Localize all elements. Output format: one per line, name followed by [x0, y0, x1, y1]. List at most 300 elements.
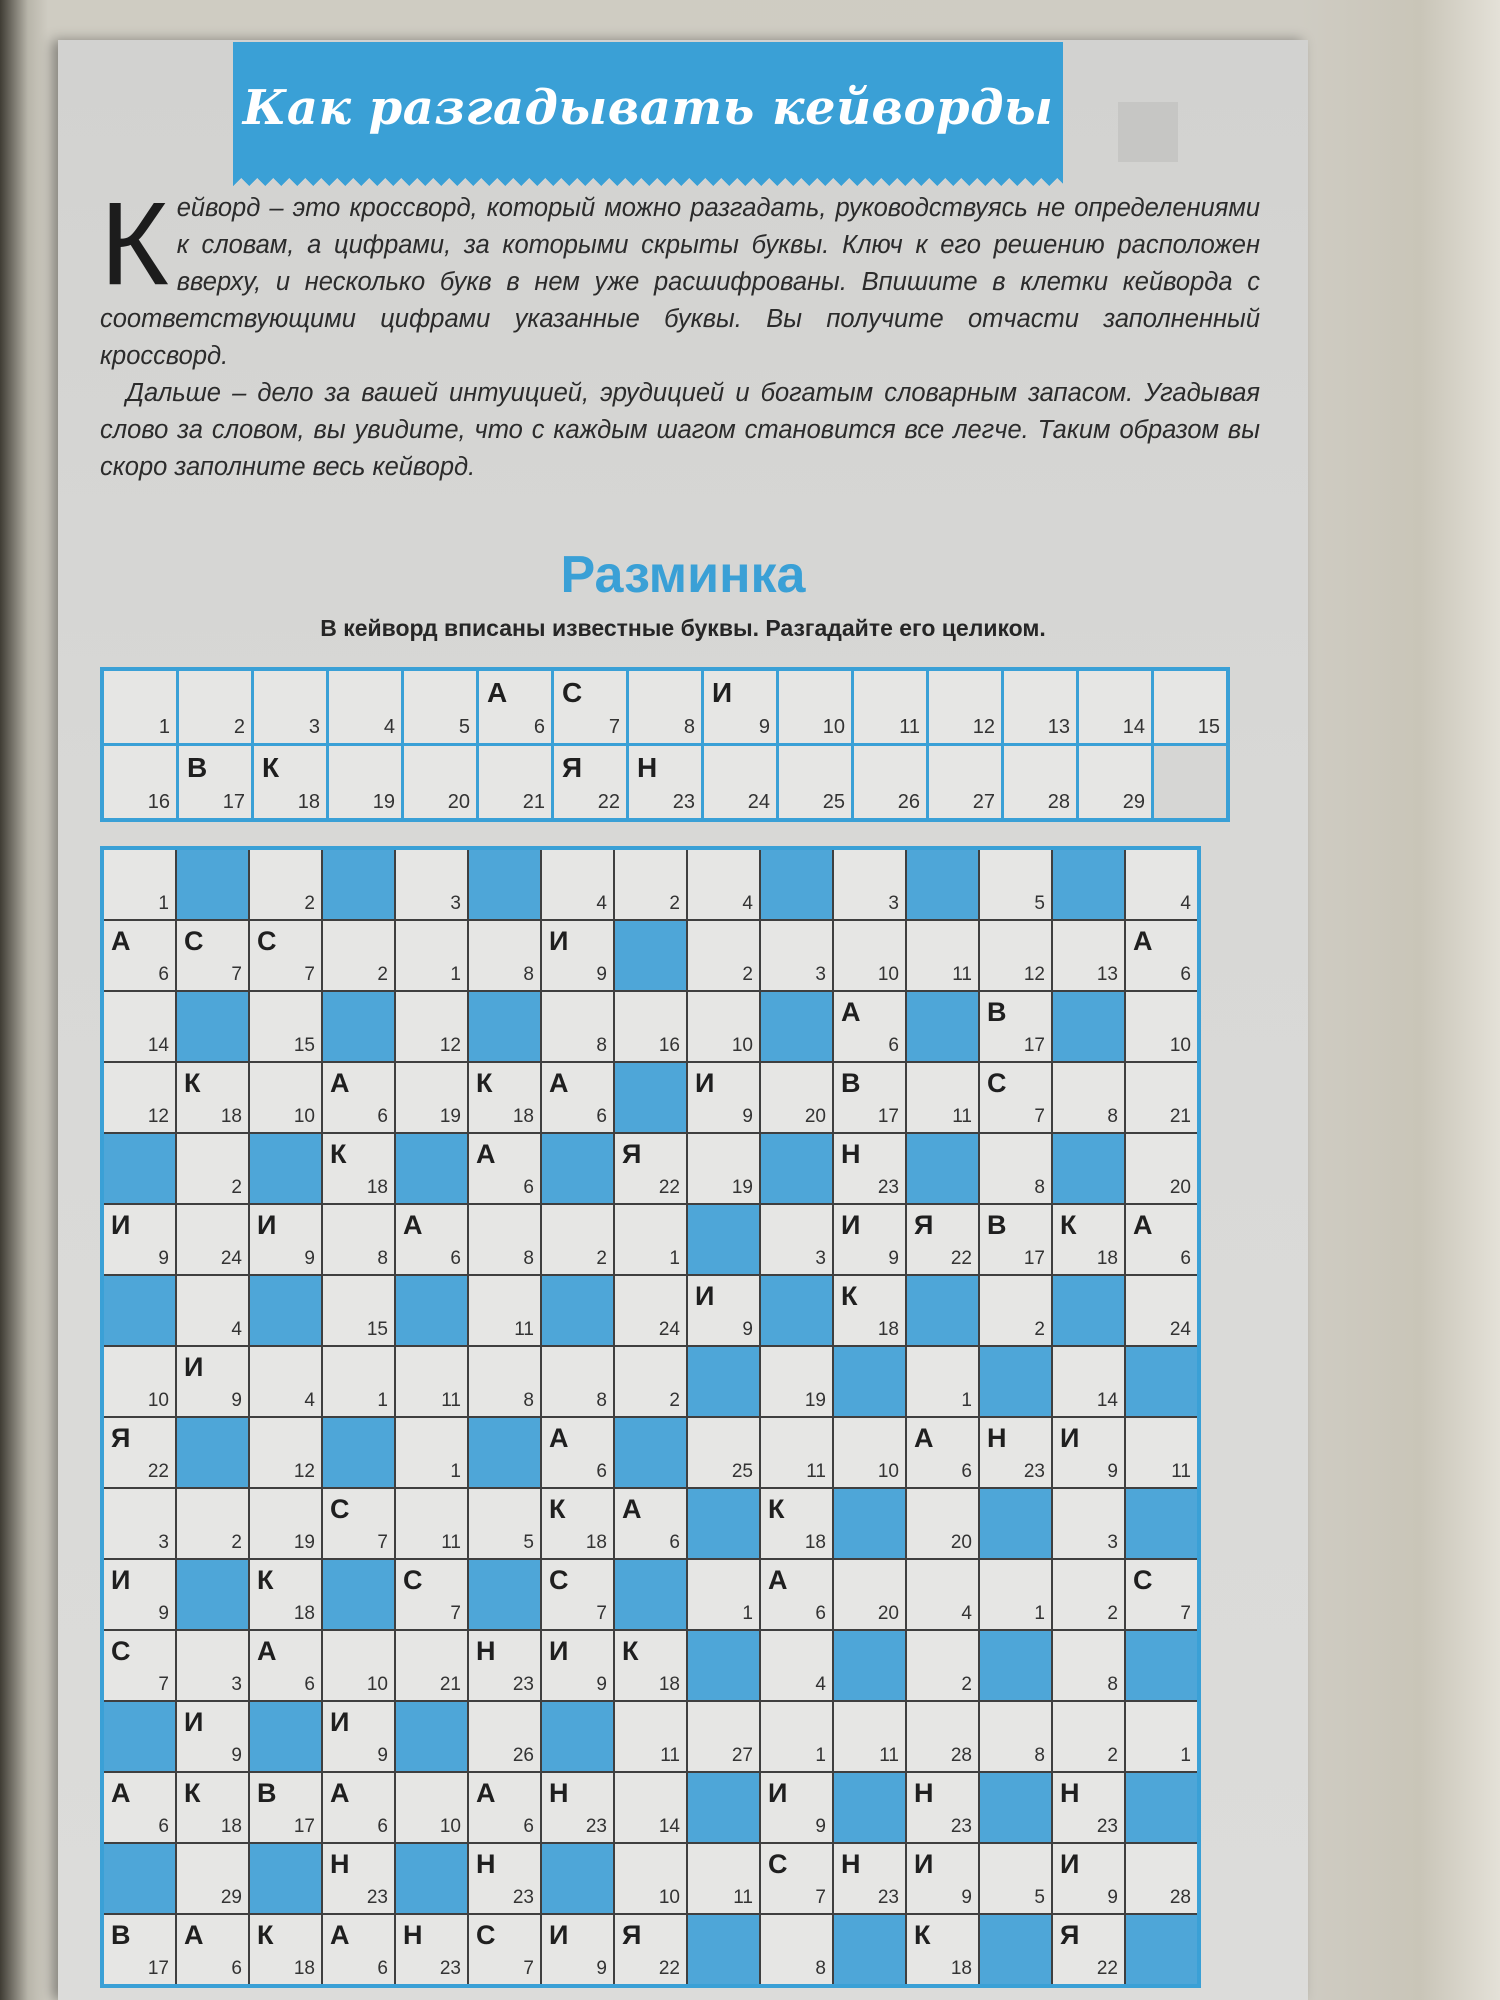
grid-block-cell	[396, 1276, 467, 1345]
key-cell[interactable]	[929, 746, 1001, 818]
key-cell[interactable]	[854, 746, 926, 818]
grid-cell[interactable]	[761, 1915, 832, 1984]
grid-number: 10	[366, 1674, 388, 1695]
grid-cell[interactable]	[250, 1631, 321, 1700]
grid-cell[interactable]	[980, 1560, 1051, 1629]
grid-cell[interactable]	[761, 1560, 832, 1629]
grid-number: 18	[293, 1603, 315, 1624]
grid-cell[interactable]	[1053, 1489, 1124, 1558]
grid-cell[interactable]	[615, 1773, 686, 1842]
grid-cell[interactable]	[1053, 1205, 1124, 1274]
key-letter: Я	[562, 752, 583, 783]
key-cell[interactable]	[779, 671, 851, 743]
grid-number: 1	[450, 964, 461, 985]
grid-cell[interactable]	[250, 921, 321, 990]
grid-cell[interactable]	[761, 1702, 832, 1771]
grid-cell[interactable]	[323, 921, 394, 990]
grid-cell[interactable]	[323, 1205, 394, 1274]
grid-cell[interactable]	[104, 1205, 175, 1274]
intro-paragraph: ейворд – это кроссворд, который можно разгадать, руководствуясь не определениями к словам, а цифрами, за которыми скрыты буквы. Ключ к его решению расположен вверху, и несколько букв в нем уже расшифрованы. Впишите в клетки кейворда с соответствующими цифрами указанные буквы. Вы получите отчасти заполненный кроссворд.	[100, 194, 1260, 370]
grid-number: 6	[1180, 1248, 1191, 1269]
grid-cell[interactable]	[177, 1773, 248, 1842]
grid-cell[interactable]	[834, 921, 905, 990]
grid-cell[interactable]	[104, 1418, 175, 1487]
grid-cell[interactable]	[1126, 850, 1197, 919]
grid-cell[interactable]	[177, 1205, 248, 1274]
grid-cell[interactable]	[907, 1631, 978, 1700]
grid-cell[interactable]	[396, 1063, 467, 1132]
grid-cell[interactable]	[907, 1560, 978, 1629]
grid-cell[interactable]	[834, 1205, 905, 1274]
grid-cell[interactable]	[542, 1347, 613, 1416]
grid-cell[interactable]	[250, 1489, 321, 1558]
grid-block-cell	[323, 992, 394, 1061]
grid-cell[interactable]	[469, 1347, 540, 1416]
grid-cell[interactable]	[104, 850, 175, 919]
grid-number: 22	[1096, 1958, 1118, 1979]
grid-number: 22	[950, 1248, 972, 1269]
grid-cell[interactable]	[1053, 1844, 1124, 1913]
grid-block-cell	[469, 1418, 540, 1487]
grid-cell[interactable]	[104, 1063, 175, 1132]
grid-cell[interactable]	[323, 1134, 394, 1203]
grid-number: 28	[1169, 1887, 1191, 1908]
grid-cell[interactable]	[469, 1915, 540, 1984]
grid-cell[interactable]	[542, 850, 613, 919]
grid-cell[interactable]	[469, 1276, 540, 1345]
key-number: 12	[972, 716, 995, 738]
grid-number: 9	[596, 1958, 607, 1979]
key-cell[interactable]	[854, 671, 926, 743]
grid-cell[interactable]	[469, 1063, 540, 1132]
grid-letter: Н	[987, 1423, 1007, 1453]
grid-letter: В	[257, 1778, 277, 1808]
grid-cell[interactable]	[250, 1915, 321, 1984]
grid-cell[interactable]	[396, 1205, 467, 1274]
grid-cell[interactable]	[323, 1063, 394, 1132]
grid-cell[interactable]	[177, 1063, 248, 1132]
grid-cell[interactable]	[1053, 921, 1124, 990]
key-cell[interactable]	[629, 671, 701, 743]
grid-cell[interactable]	[834, 1702, 905, 1771]
grid-cell[interactable]	[1053, 1560, 1124, 1629]
grid-cell[interactable]	[834, 850, 905, 919]
grid-number: 7	[815, 1887, 826, 1908]
grid-letter: А	[1133, 1210, 1153, 1240]
grid-cell[interactable]	[761, 1418, 832, 1487]
grid-cell[interactable]	[104, 921, 175, 990]
grid-cell[interactable]	[104, 1631, 175, 1700]
grid-cell[interactable]	[396, 1631, 467, 1700]
grid-number: 18	[877, 1319, 899, 1340]
key-cell[interactable]	[929, 671, 1001, 743]
grid-block-cell	[980, 1347, 1051, 1416]
grid-number: 19	[439, 1106, 461, 1127]
grid-cell[interactable]	[1053, 1418, 1124, 1487]
grid-number: 8	[596, 1390, 607, 1411]
key-number: 18	[297, 791, 320, 813]
grid-cell[interactable]	[469, 1773, 540, 1842]
grid-cell[interactable]	[688, 1844, 759, 1913]
grid-cell[interactable]	[688, 1276, 759, 1345]
grid-block-cell	[1053, 1276, 1124, 1345]
grid-cell[interactable]	[396, 1418, 467, 1487]
grid-cell[interactable]	[1126, 1560, 1197, 1629]
grid-letter: К	[476, 1068, 493, 1098]
grid-number: 11	[879, 1745, 899, 1766]
grid-cell[interactable]	[469, 921, 540, 990]
grid-cell[interactable]	[761, 1844, 832, 1913]
grid-letter: А	[111, 1778, 131, 1808]
grid-cell[interactable]	[396, 1915, 467, 1984]
grid-cell[interactable]	[1126, 1276, 1197, 1345]
key-cell[interactable]	[1079, 671, 1151, 743]
grid-cell[interactable]	[469, 1489, 540, 1558]
grid-cell[interactable]	[323, 1844, 394, 1913]
grid-cell[interactable]	[907, 921, 978, 990]
grid-number: 8	[523, 1390, 534, 1411]
grid-cell[interactable]	[177, 1347, 248, 1416]
key-letter: Н	[637, 752, 658, 783]
grid-letter: А	[257, 1636, 277, 1666]
grid-cell[interactable]	[177, 1276, 248, 1345]
grid-number: 16	[658, 1035, 680, 1056]
grid-number: 28	[950, 1745, 972, 1766]
grid-cell[interactable]	[177, 1844, 248, 1913]
grid-cell[interactable]	[104, 1915, 175, 1984]
grid-cell[interactable]	[323, 1631, 394, 1700]
grid-cell[interactable]	[615, 1134, 686, 1203]
grid-cell[interactable]	[250, 1205, 321, 1274]
grid-cell[interactable]	[542, 1489, 613, 1558]
grid-cell[interactable]	[688, 1702, 759, 1771]
grid-cell[interactable]	[907, 1418, 978, 1487]
grid-number: 6	[450, 1248, 461, 1269]
grid-cell[interactable]	[542, 1205, 613, 1274]
grid-cell[interactable]	[907, 1915, 978, 1984]
grid-cell[interactable]	[761, 1063, 832, 1132]
grid-cell[interactable]	[688, 1134, 759, 1203]
key-cell[interactable]	[629, 746, 701, 818]
grid-cell[interactable]	[396, 992, 467, 1061]
grid-letter: А	[330, 1068, 350, 1098]
grid-cell[interactable]	[980, 1276, 1051, 1345]
grid-number: 2	[596, 1248, 607, 1269]
grid-cell[interactable]	[104, 1347, 175, 1416]
key-number: 20	[447, 791, 470, 813]
grid-block-cell	[542, 1844, 613, 1913]
intro-text	[100, 178, 1260, 486]
grid-letter: В	[841, 1068, 861, 1098]
grid-number: 6	[888, 1035, 899, 1056]
grid-cell[interactable]	[104, 1773, 175, 1842]
grid-cell[interactable]	[250, 1560, 321, 1629]
grid-number: 20	[1169, 1177, 1191, 1198]
grid-cell[interactable]	[1126, 1063, 1197, 1132]
key-cell[interactable]	[254, 671, 326, 743]
grid-letter: А	[184, 1920, 204, 1950]
grid-number: 10	[1169, 1035, 1191, 1056]
grid-letter: К	[841, 1281, 858, 1311]
grid-cell[interactable]	[907, 1702, 978, 1771]
grid-number: 4	[742, 893, 753, 914]
grid-cell[interactable]	[1126, 921, 1197, 990]
grid-cell[interactable]	[177, 1915, 248, 1984]
key-cell[interactable]	[1004, 746, 1076, 818]
grid-cell[interactable]	[615, 1915, 686, 1984]
grid-number: 18	[512, 1106, 534, 1127]
grid-cell[interactable]	[834, 1134, 905, 1203]
key-cell[interactable]	[329, 746, 401, 818]
grid-cell[interactable]	[323, 1773, 394, 1842]
grid-cell[interactable]	[688, 850, 759, 919]
grid-number: 15	[293, 1035, 315, 1056]
grid-number: 18	[220, 1106, 242, 1127]
key-cell[interactable]	[179, 671, 251, 743]
grid-letter: Я	[111, 1423, 131, 1453]
grid-cell[interactable]	[688, 921, 759, 990]
grid-cell[interactable]	[688, 1063, 759, 1132]
grid-letter: А	[768, 1565, 788, 1595]
grid-cell[interactable]	[469, 1134, 540, 1203]
grid-cell[interactable]	[542, 1631, 613, 1700]
grid-cell[interactable]	[1053, 1702, 1124, 1771]
grid-cell[interactable]	[980, 921, 1051, 990]
grid-number: 20	[950, 1532, 972, 1553]
key-cell[interactable]	[779, 746, 851, 818]
grid-cell[interactable]	[469, 1844, 540, 1913]
grid-letter: В	[987, 1210, 1007, 1240]
grid-cell[interactable]	[396, 1560, 467, 1629]
grid-number: 1	[1180, 1745, 1191, 1766]
grid-cell[interactable]	[104, 1560, 175, 1629]
grid-cell[interactable]	[615, 1347, 686, 1416]
grid-block-cell	[104, 1134, 175, 1203]
grid-cell[interactable]	[1053, 1347, 1124, 1416]
grid-cell[interactable]	[1053, 1915, 1124, 1984]
grid-number: 1	[742, 1603, 753, 1624]
grid-number: 23	[512, 1674, 534, 1695]
grid-number: 5	[1034, 893, 1045, 914]
grid-cell[interactable]	[1126, 1702, 1197, 1771]
grid-cell[interactable]	[396, 1489, 467, 1558]
grid-letter: А	[914, 1423, 934, 1453]
key-cell[interactable]	[479, 746, 551, 818]
grid-cell[interactable]	[980, 850, 1051, 919]
key-cell[interactable]	[179, 746, 251, 818]
grid-cell[interactable]	[1126, 1134, 1197, 1203]
grid-cell[interactable]	[907, 1205, 978, 1274]
grid-cell[interactable]	[834, 1063, 905, 1132]
grid-number: 1	[377, 1390, 388, 1411]
grid-cell[interactable]	[542, 1773, 613, 1842]
grid-cell[interactable]	[615, 1631, 686, 1700]
key-cell[interactable]	[329, 671, 401, 743]
grid-cell[interactable]	[104, 1489, 175, 1558]
key-cell[interactable]	[479, 671, 551, 743]
grid-letter: К	[1060, 1210, 1077, 1240]
grid-number: 3	[450, 893, 461, 914]
grid-cell[interactable]	[615, 850, 686, 919]
grid-cell[interactable]	[980, 1702, 1051, 1771]
grid-letter: Я	[914, 1210, 934, 1240]
grid-cell[interactable]	[761, 921, 832, 990]
grid-cell[interactable]	[834, 1418, 905, 1487]
grid-cell[interactable]	[688, 1418, 759, 1487]
grid-cell[interactable]	[396, 921, 467, 990]
grid-block-cell	[907, 992, 978, 1061]
grid-cell[interactable]	[250, 992, 321, 1061]
key-cell[interactable]	[104, 671, 176, 743]
grid-cell[interactable]	[469, 1702, 540, 1771]
key-cell[interactable]	[554, 671, 626, 743]
grid-cell[interactable]	[1126, 1205, 1197, 1274]
grid-number: 23	[585, 1816, 607, 1837]
key-cell[interactable]	[254, 746, 326, 818]
grid-cell[interactable]	[980, 1205, 1051, 1274]
grid-cell[interactable]	[980, 1134, 1051, 1203]
grid-cell[interactable]	[250, 1418, 321, 1487]
key-cell[interactable]	[104, 746, 176, 818]
grid-number: 22	[147, 1461, 169, 1482]
grid-block-cell	[177, 992, 248, 1061]
grid-letter: И	[695, 1281, 715, 1311]
grid-number: 25	[731, 1461, 753, 1482]
grid-cell[interactable]	[396, 1347, 467, 1416]
grid-cell[interactable]	[542, 1063, 613, 1132]
grid-cell[interactable]	[907, 1489, 978, 1558]
grid-block-cell	[250, 1276, 321, 1345]
grid-block-cell	[688, 1773, 759, 1842]
grid-number: 9	[1107, 1887, 1118, 1908]
grid-cell[interactable]	[542, 1915, 613, 1984]
grid-cell[interactable]	[761, 1347, 832, 1416]
grid-number: 20	[804, 1106, 826, 1127]
grid-cell[interactable]	[542, 1560, 613, 1629]
grid-number: 11	[660, 1745, 680, 1766]
grid-number: 2	[377, 964, 388, 985]
grid-cell[interactable]	[542, 1418, 613, 1487]
grid-cell[interactable]	[907, 1844, 978, 1913]
key-cell[interactable]	[1004, 671, 1076, 743]
grid-cell[interactable]	[615, 1844, 686, 1913]
grid-number: 29	[220, 1887, 242, 1908]
grid-number: 9	[815, 1816, 826, 1837]
grid-cell[interactable]	[907, 1063, 978, 1132]
grid-cell[interactable]	[615, 1702, 686, 1771]
grid-cell[interactable]	[907, 1773, 978, 1842]
key-table	[100, 667, 1230, 822]
grid-number: 4	[1180, 893, 1191, 914]
key-cell[interactable]	[404, 746, 476, 818]
grid-cell[interactable]	[250, 1347, 321, 1416]
grid-cell[interactable]	[177, 1134, 248, 1203]
grid-cell[interactable]	[1053, 1631, 1124, 1700]
grid-cell[interactable]	[1126, 1418, 1197, 1487]
grid-cell[interactable]	[323, 1347, 394, 1416]
grid-number: 27	[731, 1745, 753, 1766]
grid-cell[interactable]	[469, 1205, 540, 1274]
grid-cell[interactable]	[907, 1347, 978, 1416]
grid-number: 10	[877, 964, 899, 985]
grid-cell[interactable]	[542, 992, 613, 1061]
grid-number: 2	[304, 893, 315, 914]
grid-cell[interactable]	[688, 1560, 759, 1629]
grid-cell[interactable]	[615, 1489, 686, 1558]
grid-cell[interactable]	[323, 1276, 394, 1345]
grid-cell[interactable]	[761, 1631, 832, 1700]
grid-letter: С	[403, 1565, 423, 1595]
grid-cell[interactable]	[104, 992, 175, 1061]
grid-cell[interactable]	[542, 921, 613, 990]
key-cell[interactable]	[554, 746, 626, 818]
grid-cell[interactable]	[615, 992, 686, 1061]
grid-cell[interactable]	[615, 1205, 686, 1274]
grid-cell[interactable]	[834, 1560, 905, 1629]
grid-number: 18	[366, 1177, 388, 1198]
grid-cell[interactable]	[177, 1631, 248, 1700]
grid-block-cell	[834, 1489, 905, 1558]
key-cell[interactable]	[1079, 746, 1151, 818]
grid-cell[interactable]	[177, 921, 248, 990]
grid-cell[interactable]	[250, 1063, 321, 1132]
grid-block-cell	[104, 1702, 175, 1771]
grid-letter: С	[184, 926, 204, 956]
grid-cell[interactable]	[469, 1631, 540, 1700]
grid-cell[interactable]	[761, 1205, 832, 1274]
key-number: 24	[747, 791, 770, 813]
grid-cell[interactable]	[980, 1418, 1051, 1487]
key-cell[interactable]	[704, 671, 776, 743]
grid-cell[interactable]	[250, 850, 321, 919]
grid-letter: В	[111, 1920, 131, 1950]
grid-letter: И	[549, 926, 569, 956]
grid-cell[interactable]	[1053, 1063, 1124, 1132]
grid-number: 9	[377, 1745, 388, 1766]
grid-cell[interactable]	[980, 1844, 1051, 1913]
grid-number: 10	[731, 1035, 753, 1056]
grid-cell[interactable]	[1053, 1773, 1124, 1842]
grid-cell[interactable]	[1126, 1844, 1197, 1913]
keyword-grid	[100, 846, 1201, 1988]
key-cell[interactable]	[404, 671, 476, 743]
grid-cell[interactable]	[834, 1276, 905, 1345]
grid-cell[interactable]	[615, 1276, 686, 1345]
grid-number: 6	[961, 1461, 972, 1482]
grid-cell[interactable]	[834, 1844, 905, 1913]
key-cell[interactable]	[704, 746, 776, 818]
grid-cell[interactable]	[688, 992, 759, 1061]
key-cell[interactable]	[1154, 671, 1226, 743]
grid-cell[interactable]	[250, 1773, 321, 1842]
grid-cell[interactable]	[761, 1773, 832, 1842]
grid-cell[interactable]	[177, 1702, 248, 1771]
grid-cell[interactable]	[761, 1489, 832, 1558]
grid-cell[interactable]	[323, 1915, 394, 1984]
grid-cell[interactable]	[396, 1773, 467, 1842]
grid-number: 6	[1180, 964, 1191, 985]
grid-cell[interactable]	[1126, 992, 1197, 1061]
key-number: 15	[1197, 716, 1220, 738]
grid-cell[interactable]	[323, 1702, 394, 1771]
grid-cell[interactable]	[834, 992, 905, 1061]
grid-cell[interactable]	[980, 992, 1051, 1061]
grid-cell[interactable]	[396, 850, 467, 919]
grid-cell[interactable]	[177, 1489, 248, 1558]
grid-cell[interactable]	[323, 1489, 394, 1558]
grid-number: 14	[147, 1035, 169, 1056]
grid-cell[interactable]	[980, 1063, 1051, 1132]
